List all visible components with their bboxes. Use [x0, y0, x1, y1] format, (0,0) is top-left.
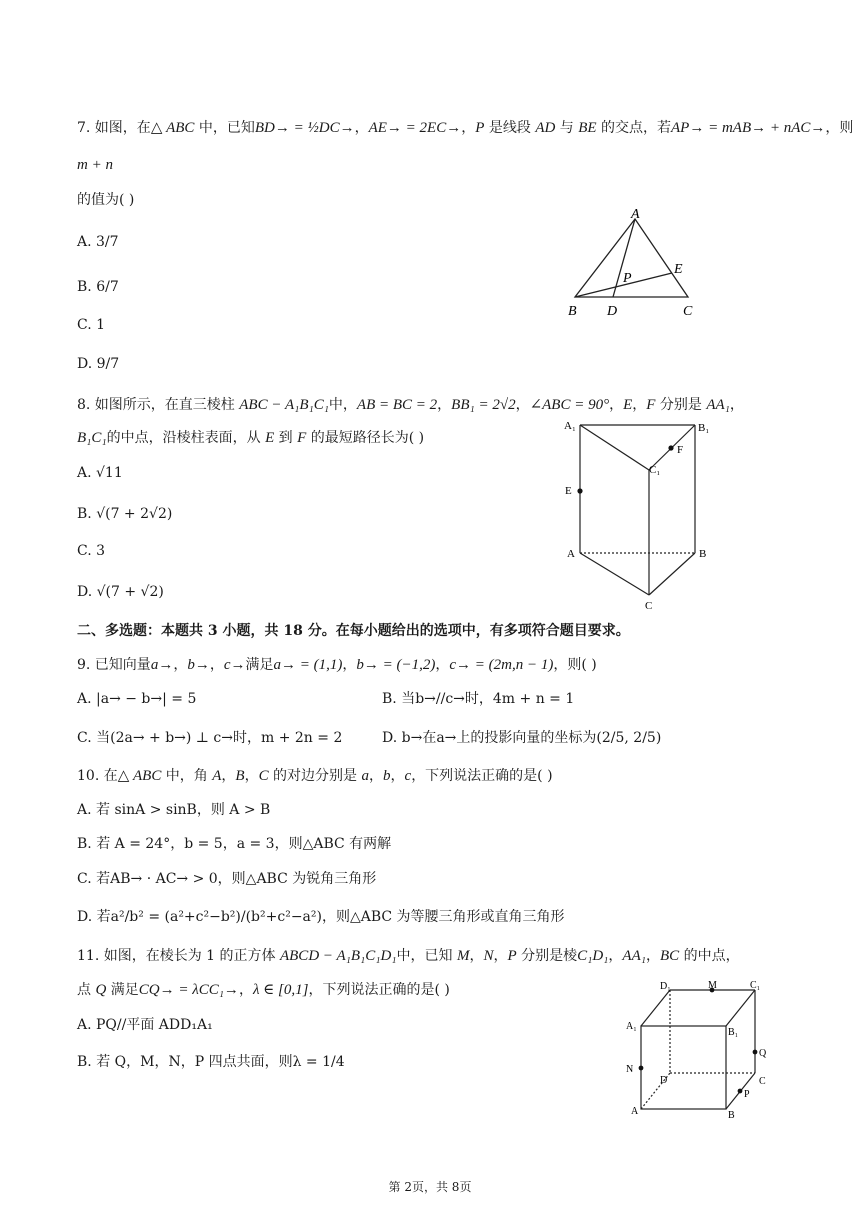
q11-label-d: D [660, 1075, 668, 1086]
q7-label-c: C [683, 304, 693, 319]
q7-label-d: D [607, 304, 618, 319]
q7-option-a: A. 3/7 [77, 234, 119, 250]
q7-stem-end: 的值为( ) [77, 192, 135, 208]
q11-stem-1: 11. 如图，在棱长为 1 的正方体 ABCD − A₁B₁C₁D₁中，已知 M，N，P 分别是棱C₁D₁，AA₁，BC 的中点， [77, 948, 740, 964]
q11-label-q: Q [759, 1048, 767, 1059]
q8-stem-2: B₁C₁的中点，沿棱柱表面，从 E 到 F 的最短路径长为( ) [77, 430, 425, 446]
q11-label-p: P [744, 1089, 750, 1100]
q8-prism-figure [560, 415, 720, 615]
q7-label-p: P [623, 271, 632, 286]
q9-option-b: B. 当b→//c→时，4m + n = 1 [382, 691, 575, 707]
q8-label-e: E [565, 485, 572, 497]
q10-option-b: B. 若 A = 24°，b = 5，a = 3，则△ABC 有两解 [77, 836, 392, 852]
section-2-heading: 二、多选题：本题共 3 小题，共 18 分。在每小题给出的选项中，有多项符合题目要求。 [77, 623, 630, 639]
q8-label-f: F [677, 444, 684, 456]
q8-label-b: B [699, 548, 707, 560]
q8-option-a: A. √11 [77, 465, 123, 481]
q9-option-d: D. b→在a→上的投影向量的坐标为(2/5, 2/5) [382, 730, 662, 746]
q11-label-c1: C₁ [750, 980, 761, 991]
q8-label-c1: C₁ [649, 464, 661, 476]
q10-stem: 10. 在△ ABC 中，角 A，B，C 的对边分别是 a，b，c，下列说法正确的是( ) [77, 768, 553, 784]
q8-label-a: A [567, 548, 575, 560]
q7-label-a: A [631, 207, 640, 222]
q8-label-a1: A₁ [564, 420, 576, 432]
q7-triangle-figure [560, 205, 710, 320]
page-footer: 第 2页，共 8页 [388, 1180, 472, 1194]
q11-option-b: B. 若 Q，M，N，P 四点共面，则λ = 1/4 [77, 1054, 345, 1070]
q11-label-c: C [759, 1076, 766, 1087]
q7-option-d: D. 9/7 [77, 356, 120, 372]
q10-option-c: C. 若AB→ · AC→ > 0，则△ABC 为锐角三角形 [77, 871, 377, 887]
q10-option-a: A. 若 sinA > sinB，则 A > B [77, 802, 271, 818]
q8-label-c: C [645, 600, 653, 612]
q8-label-b1: B₁ [698, 422, 710, 434]
q11-option-a: A. PQ//平面 ADD₁A₁ [77, 1017, 213, 1033]
q11-stem-2: 点 Q 满足CQ→ = λCC₁→，λ ∈ [0,1]，下列说法正确的是( ) [77, 982, 450, 998]
q9-option-a: A. |a→ − b→| = 5 [77, 691, 197, 707]
q9-option-c: C. 当(2a→ + b→) ⊥ c→时，m + 2n = 2 [77, 730, 343, 746]
q11-label-b1: B₁ [728, 1027, 739, 1038]
q8-option-d: D. √(7 + √2) [77, 584, 164, 600]
q11-label-m: M [708, 980, 717, 991]
q11-cube-figure [620, 980, 780, 1120]
q7-label-b: B [568, 304, 577, 319]
q7-label-e: E [674, 262, 683, 277]
q7-stem-cont: m + n [77, 157, 113, 173]
q11-label-n: N [626, 1064, 634, 1075]
q7-stem: 7. 如图，在△ ABC 中，已知BD→ = ½DC→，AE→ = 2EC→，P 是线段 AD 与 BE 的交点，若AP→ = mAB→ + nAC→，则 [77, 120, 854, 136]
q8-stem-1: 8. 如图所示，在直三棱柱 ABC − A₁B₁C₁中，AB = BC = 2，BB₁ = 2√2，∠ABC = 90°，E，F 分别是 AA₁， [77, 397, 744, 413]
q9-stem: 9. 已知向量a→，b→，c→满足a→ = (1,1)，b→ = (−1,2)，c→ = (2m,n − 1)，则( ) [77, 657, 597, 673]
q11-label-d1: D₁ [660, 981, 671, 992]
q8-option-c: C. 3 [77, 543, 106, 559]
q11-label-a1: A₁ [626, 1021, 637, 1032]
q7-option-c: C. 1 [77, 317, 106, 333]
q8-option-b: B. √(7 + 2√2) [77, 506, 173, 522]
q10-option-d: D. 若a²/b² = (a²+c²−b²)/(b²+c²−a²)，则△ABC 为等腰三角形或直角三角形 [77, 909, 565, 925]
q7-option-b: B. 6/7 [77, 279, 119, 295]
q11-label-b: B [728, 1110, 735, 1120]
q11-label-a: A [631, 1106, 639, 1117]
